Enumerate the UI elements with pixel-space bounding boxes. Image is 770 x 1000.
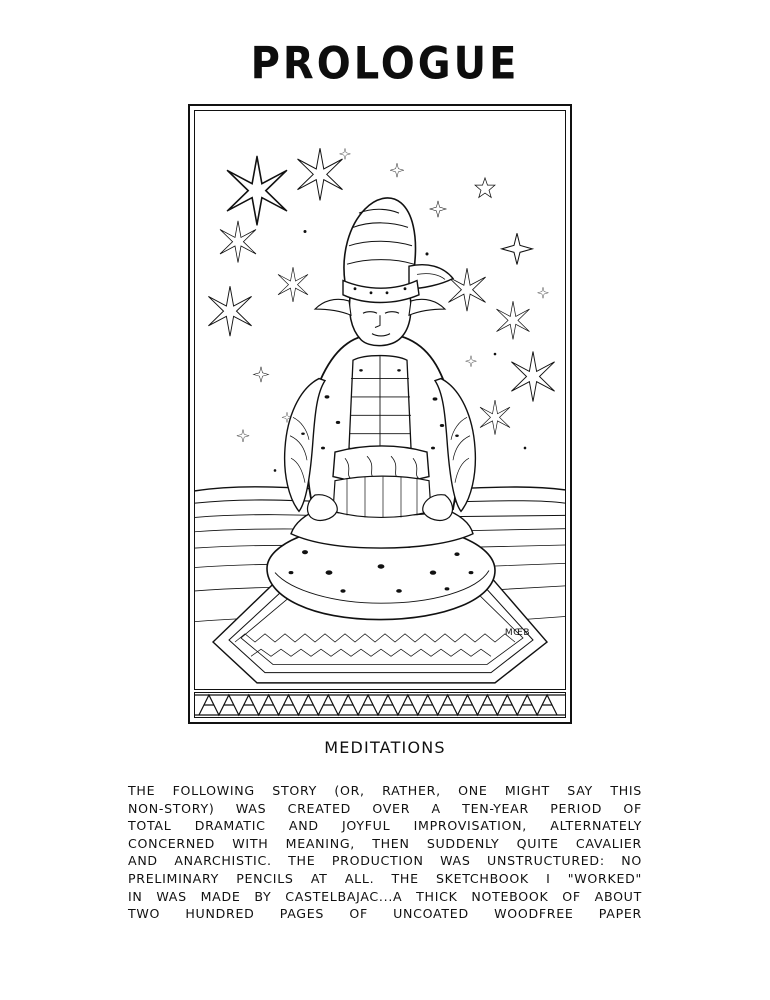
illustration-caption: MEDITATIONS bbox=[324, 738, 446, 757]
body-line: TOTAL DRAMATIC AND JOYFUL IMPROVISATION, ALTERNATELY bbox=[128, 818, 642, 834]
body-line: IN WAS MADE BY CASTELBAJAC...A THICK NOTEBOOK OF ABOUT bbox=[128, 888, 642, 904]
body-line: AND ANARCHISTIC. THE PRODUCTION WAS UNSTRUCTURED: NO bbox=[128, 853, 642, 869]
illustration-frame-inner bbox=[194, 110, 566, 690]
body-line: TWO HUNDRED PAGES OF UNCOATED WOODFREE PAPER bbox=[128, 906, 642, 922]
body-line: PRELIMINARY PENCILS AT ALL. THE SKETCHBOOK I "WORKED" bbox=[128, 870, 642, 886]
page-title: PROLOGUE bbox=[250, 38, 520, 90]
artist-signature: MŒB bbox=[504, 628, 530, 638]
body-line: CONCERNED WITH MEANING, THEN SUDDENLY QUITE CAVALIER bbox=[128, 835, 642, 851]
body-text bbox=[128, 782, 642, 923]
illustration bbox=[188, 104, 572, 724]
illustration-border-pattern bbox=[194, 692, 566, 718]
illustration-artwork bbox=[195, 111, 565, 689]
body-line: NON-STORY) WAS CREATED OVER A TEN-YEAR PERIOD OF bbox=[128, 800, 642, 816]
body-line: THE FOLLOWING STORY (OR, RATHER, ONE MIGHT SAY THIS bbox=[128, 783, 642, 798]
